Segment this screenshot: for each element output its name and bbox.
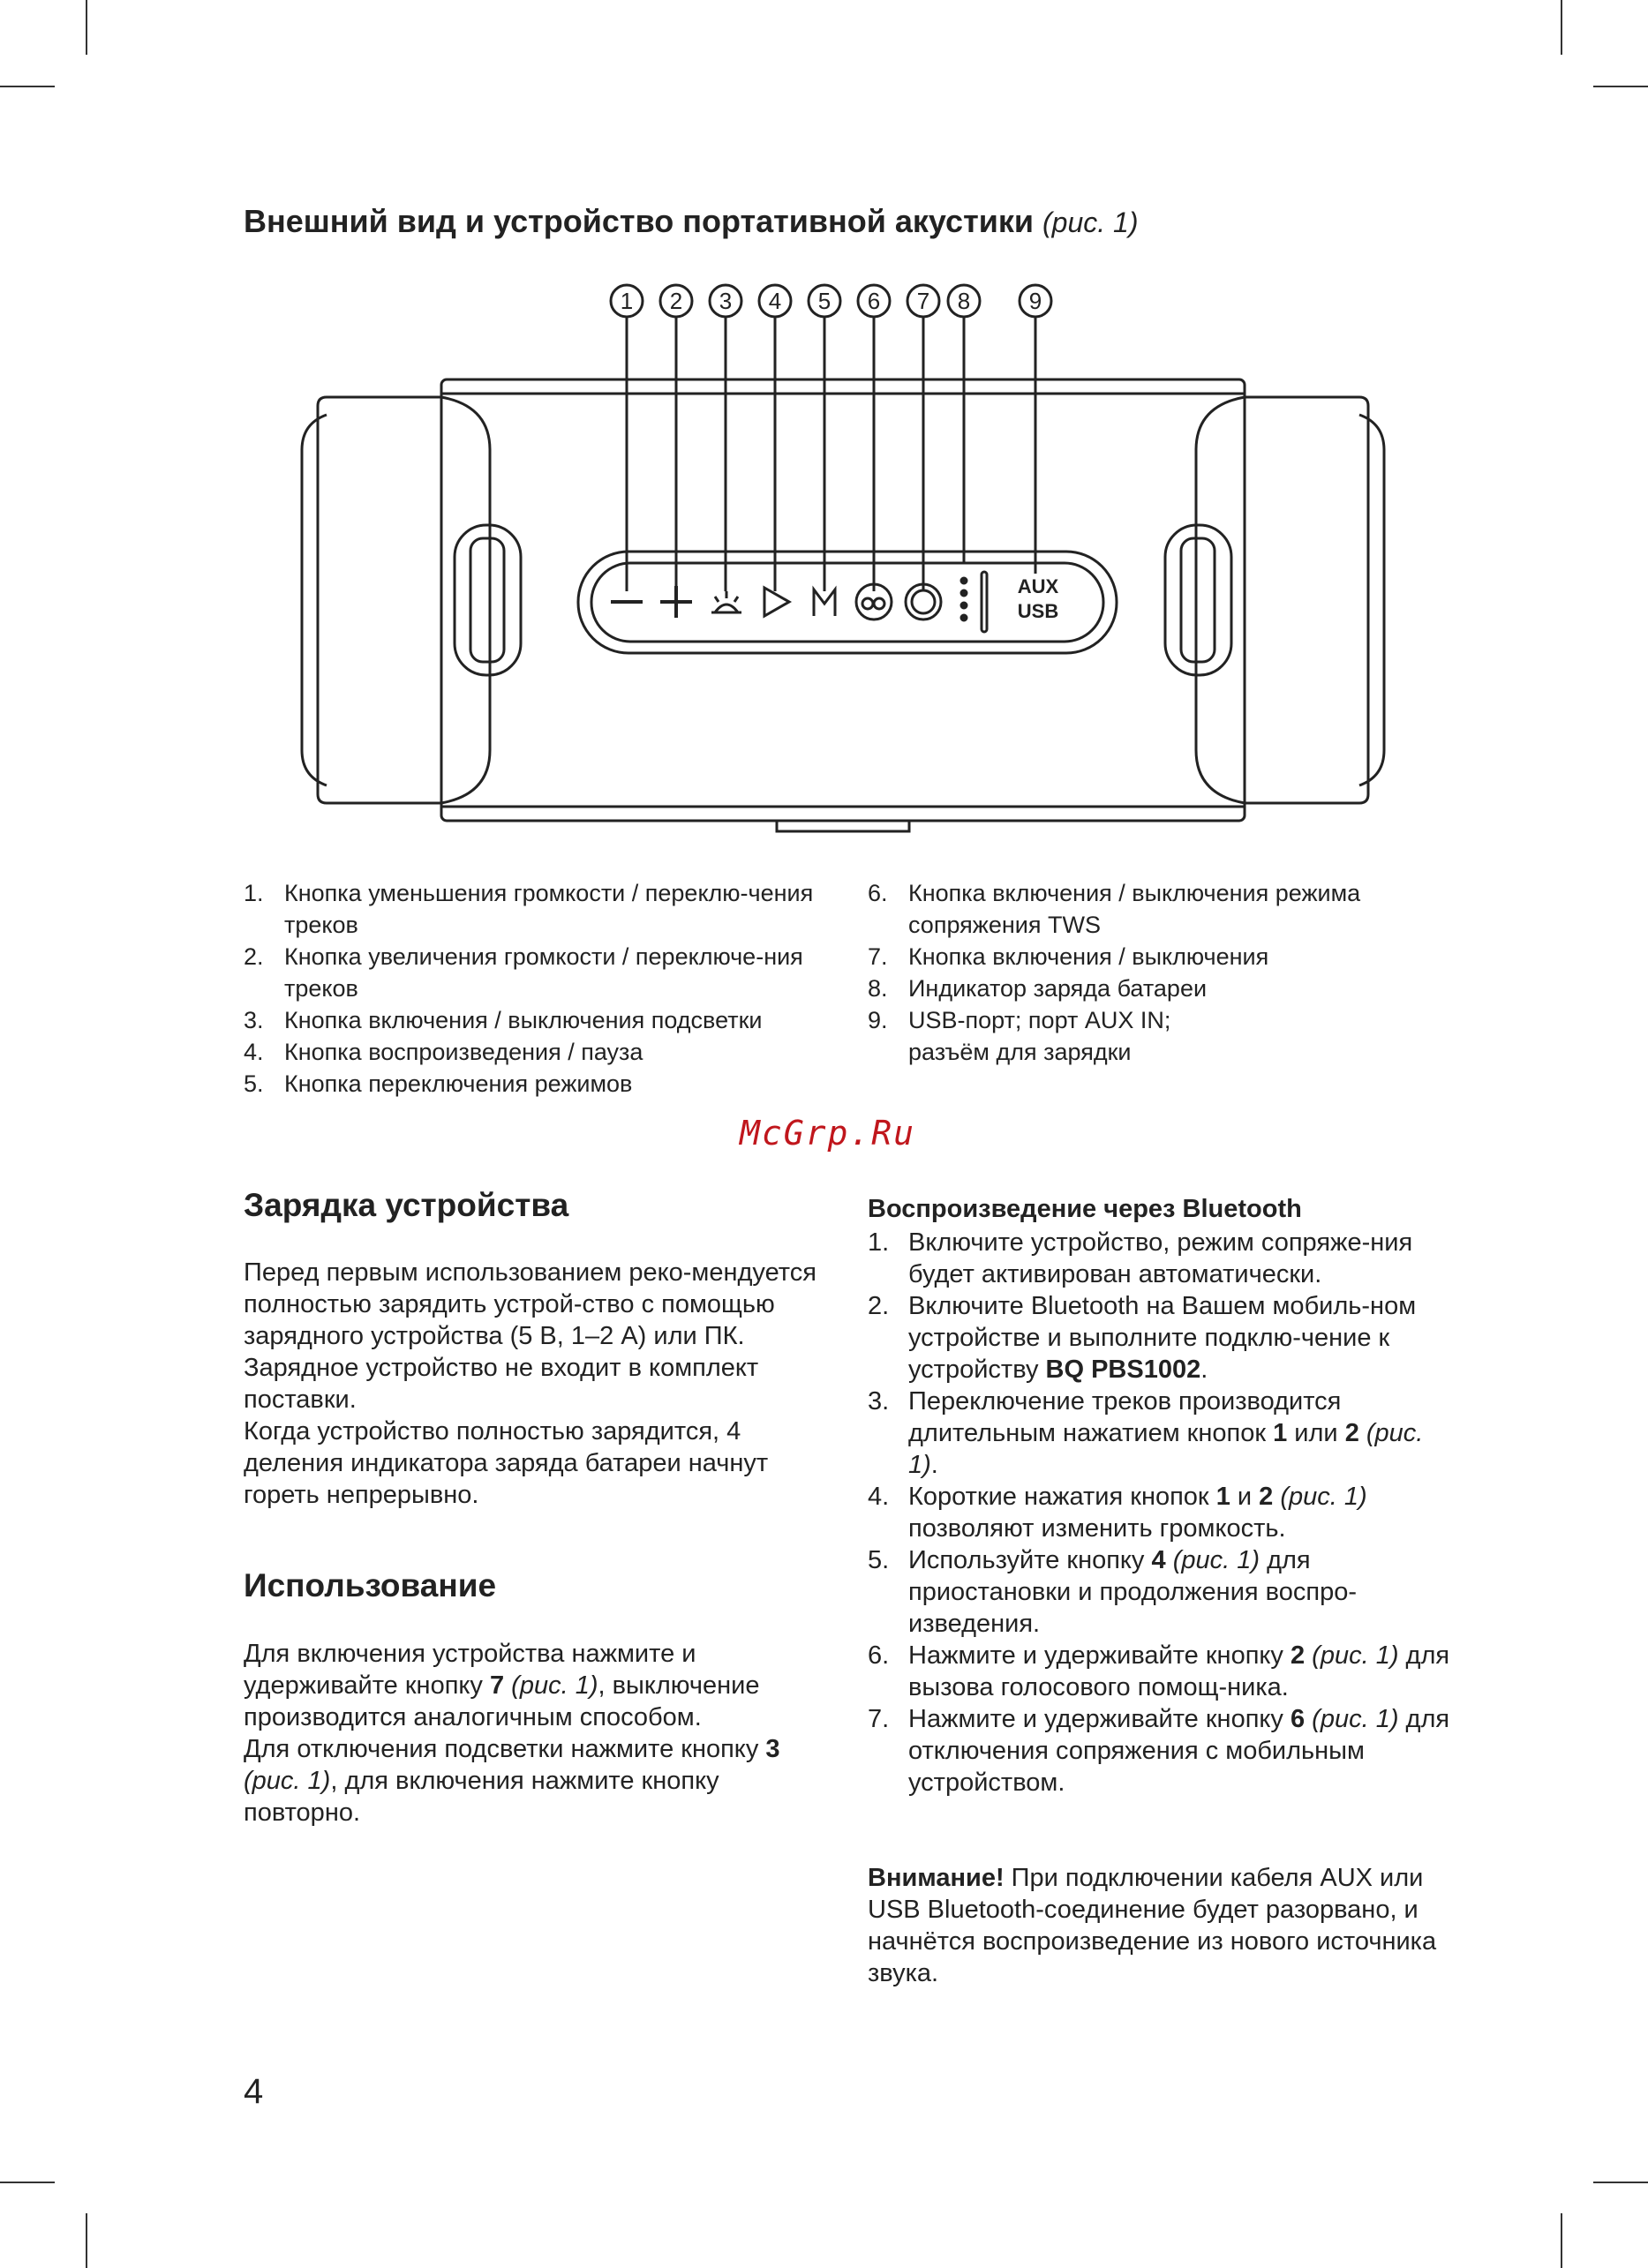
svg-text:6: 6 (867, 288, 881, 314)
callout-4 (759, 285, 791, 591)
callout-2 (660, 285, 692, 591)
svg-text:3: 3 (719, 288, 733, 314)
page-number: 4 (244, 2072, 264, 2111)
legend-item: 2. Кнопка увеличения громкости / переключе-ния треков (244, 943, 803, 1002)
legend-left (244, 877, 844, 1100)
callout-3 (710, 285, 741, 591)
figure-title-text: Внешний вид и устройство портативной акустики (244, 203, 1034, 239)
svg-text:2: 2 (669, 288, 683, 314)
callout-1 (611, 285, 643, 591)
legend-item: 6. Кнопка включения / выключения режима сопряжения TWS (868, 880, 1361, 938)
legend-item: 7. Кнопка включения / выключения (868, 943, 1269, 970)
charging-title: Зарядка устройства (244, 1187, 569, 1223)
callout-8 (948, 285, 980, 563)
svg-text:USB: USB (1017, 600, 1059, 622)
step-7: 7. Нажмите и удерживайте кнопку 6 (рис. 1) для отключения сопряжения с мобильным устройством. (868, 1705, 1450, 1797)
svg-text:7: 7 (916, 288, 930, 314)
legend-item: 9. USB-порт; порт AUX IN; разъём для зарядки (868, 1007, 1171, 1065)
legend-item: 3. Кнопка включения / выключения подсветки (244, 1007, 763, 1033)
svg-text:4: 4 (768, 288, 782, 314)
crop-mark (0, 2182, 55, 2183)
legend-right (868, 877, 1450, 1068)
step-4: 4. Короткие нажатия кнопок 1 и 2 (рис. 1) позволяют изменить громкость. (868, 1483, 1367, 1543)
legend-item: 1. Кнопка уменьшения громкости / переклю-чения треков (244, 880, 814, 938)
step-2: 2. Включите Bluetooth на Вашем мобиль-ном устройстве и выполните подклю-чение к устройству BQ PBS1002. (868, 1292, 1417, 1384)
bluetooth-steps (868, 1227, 1459, 1799)
callout-9 (1020, 285, 1051, 574)
svg-text:8: 8 (957, 288, 971, 314)
callout-7 (907, 285, 939, 591)
bluetooth-title: Воспроизведение через Bluetooth (868, 1195, 1302, 1223)
crop-mark (86, 2213, 87, 2268)
svg-text:5: 5 (817, 288, 832, 314)
callout-6 (858, 285, 890, 591)
crop-mark (86, 0, 87, 55)
legend-item: 8. Индикатор заряда батареи (868, 975, 1208, 1002)
crop-mark (1593, 2182, 1648, 2183)
crop-mark (1561, 0, 1562, 55)
step-5: 5. Используйте кнопку 4 (рис. 1) для приостановки и продолжения воспро-изведения. (868, 1546, 1357, 1638)
crop-mark (1593, 86, 1648, 87)
step-1: 1. Включите устройство, режим сопряже-ния будет активирован автоматически. (868, 1228, 1413, 1288)
crop-mark (1561, 2213, 1562, 2268)
speaker-illustration (300, 274, 1386, 838)
svg-text:1: 1 (620, 288, 634, 314)
usage-text: Для включения устройства нажмите и удерживайте кнопку 7 (рис. 1), выключение производится аналогичным способом. Для отключения подсветки нажмите кнопку 3 (рис. 1), для включения нажмите кнопку повторно. (244, 1640, 780, 1827)
svg-text:AUX: AUX (1017, 575, 1059, 597)
legend-item: 5. Кнопка переключения режимов (244, 1070, 633, 1097)
watermark: McGrp.Ru (740, 1114, 916, 1153)
step-6: 6. Нажмите и удерживайте кнопку 2 (рис. 1) для вызова голосового помощ-ника. (868, 1641, 1450, 1701)
charging-text: Перед первым использованием реко-мендуется полностью зарядить устрой-ство с помощью зарядного устройства (5 В, 1–2 А) или ПК. Зарядное устройство не входит в комплект поставки. Когда устройство полностью зарядится, 4 деления индикатора заряда батареи начнут гореть непрерывно. (244, 1258, 816, 1509)
figure-title (244, 203, 1138, 240)
svg-text:9: 9 (1028, 288, 1042, 314)
callout-5 (809, 285, 840, 591)
usage-title: Использование (244, 1567, 497, 1603)
legend-item: 4. Кнопка воспроизведения / пауза (244, 1039, 643, 1065)
figure-ref: (рис. 1) (1042, 207, 1139, 238)
warning-text: Внимание! При подключении кабеля AUX или USB Bluetooth-соединение будет разорвано, и начнётся воспроизведение из нового источника звука. (868, 1864, 1437, 1987)
step-3: 3. Переключение треков производится длительным нажатием кнопок 1 или 2 (рис. 1). (868, 1387, 1424, 1479)
crop-mark (0, 86, 55, 87)
